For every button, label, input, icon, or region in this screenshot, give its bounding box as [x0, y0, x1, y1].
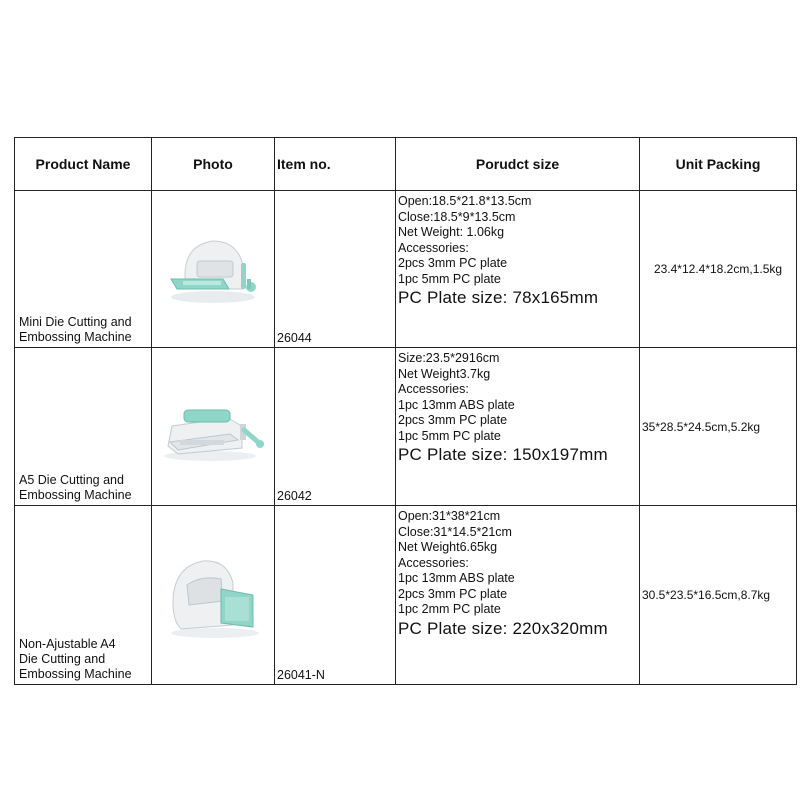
table-row: [15, 348, 797, 506]
mini-die-cutting-machine-photo: [163, 227, 263, 307]
item-no-cell: 26042: [275, 348, 396, 506]
size-line: 2pcs 3mm PC plate: [398, 586, 508, 601]
plate-size: PC Plate size: 78x165mm: [398, 288, 599, 307]
product-name-cell: Non-Ajustable A4 Die Cutting and Embossing Machine: [15, 506, 152, 685]
product-name-cell: A5 Die Cutting and Embossing Machine: [15, 348, 152, 506]
table-row: [15, 191, 797, 348]
size-line: Net Weight: 1.06kg: [398, 225, 505, 239]
size-line: 1pc 5mm PC plate: [398, 428, 501, 443]
header-photo: Photo: [152, 138, 275, 191]
size-line: Close:18.5*9*13.5cm: [398, 209, 516, 224]
unit-packing-cell: 23.4*12.4*18.2cm,1.5kg: [640, 191, 797, 348]
size-line: Close:31*14.5*21cm: [398, 524, 512, 539]
size-line: Net Weight6.65kg: [398, 540, 498, 554]
item-no-cell: 26044: [275, 191, 396, 348]
item-no-cell: 26041-N: [275, 506, 396, 685]
photo-cell: [152, 191, 275, 348]
photo-cell: [152, 506, 275, 685]
product-size-cell: [396, 506, 640, 685]
header-product-name: Product Name: [15, 138, 152, 191]
header-product-size: Porudct size: [396, 138, 640, 191]
plate-size: PC Plate size: 220x320mm: [398, 618, 608, 638]
table-header-row: [15, 138, 797, 191]
header-unit-packing: Unit Packing: [640, 138, 797, 191]
product-size-cell: [396, 191, 640, 348]
a4-die-cutting-machine-photo: [161, 545, 265, 641]
plate-size: PC Plate size: 150x197mm: [398, 445, 608, 464]
size-line: 2pcs 3mm PC plate: [398, 413, 508, 427]
header-item-no: Item no.: [275, 138, 396, 191]
size-line: 1pc 5mm PC plate: [398, 271, 501, 286]
size-line: 1pc 2mm PC plate: [398, 602, 501, 616]
photo-cell: [152, 348, 275, 506]
size-line: Net Weight3.7kg: [398, 366, 491, 381]
size-line: Open:31*38*21cm: [398, 509, 501, 523]
size-line: Accessories:: [398, 555, 469, 570]
product-name-cell: Mini Die Cutting and Embossing Machine: [15, 191, 152, 348]
table-row: [15, 506, 797, 685]
size-line: Open:18.5*21.8*13.5cm: [398, 194, 532, 208]
size-line: 1pc 13mm ABS plate: [398, 571, 515, 585]
product-size-cell: [396, 348, 640, 506]
size-line: 2pcs 3mm PC plate: [398, 256, 508, 270]
unit-packing-cell: 30.5*23.5*16.5cm,8.7kg: [640, 506, 797, 685]
size-line: Size:23.5*2916cm: [398, 351, 500, 365]
size-line: 1pc 13mm ABS plate: [398, 397, 515, 412]
a5-die-cutting-machine-photo: [158, 384, 268, 464]
size-line: Accessories:: [398, 240, 469, 255]
size-line: Accessories:: [398, 382, 469, 396]
product-spec-table: [14, 137, 797, 685]
unit-packing-cell: 35*28.5*24.5cm,5.2kg: [640, 348, 797, 506]
